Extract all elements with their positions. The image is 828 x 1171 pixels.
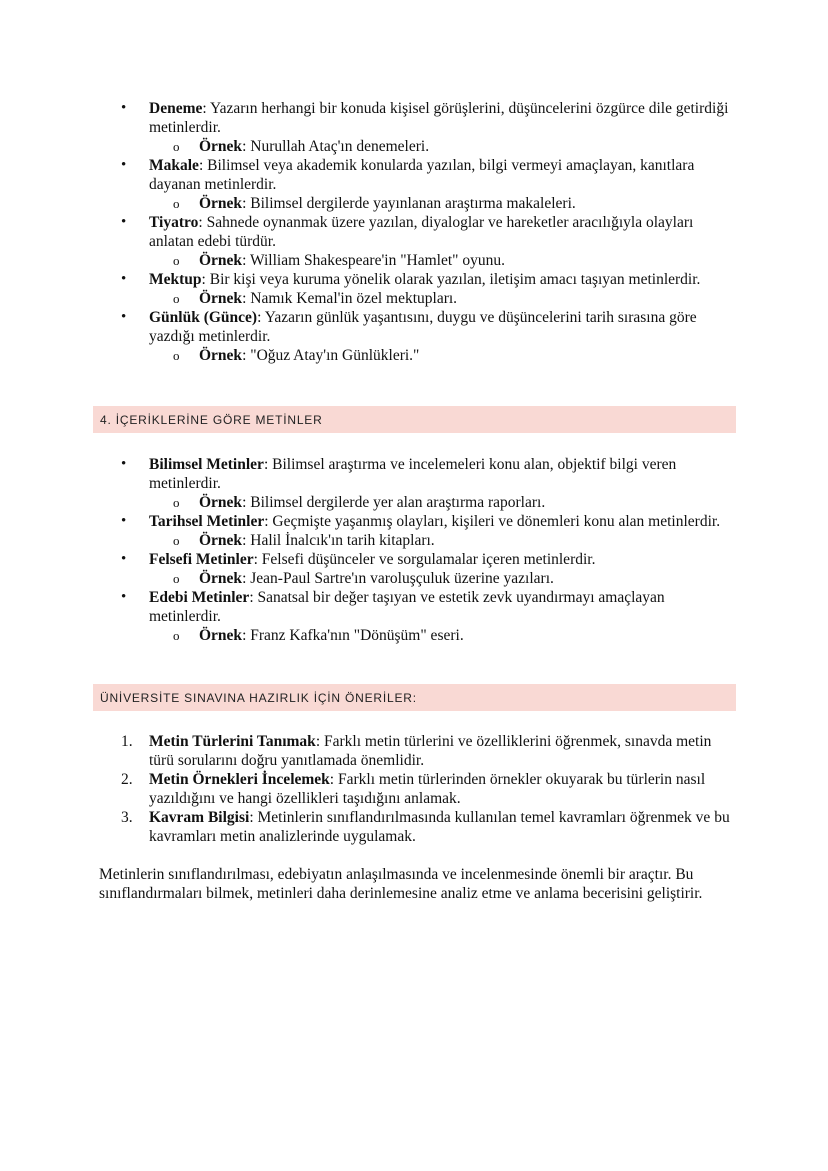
list-item: [0, 308, 828, 365]
circle-bullet-icon: o: [173, 628, 180, 643]
term: Metin Örnekleri İncelemek: [149, 771, 330, 788]
section-heading: ÜNİVERSİTE SINAVINA HAZIRLIK İÇİN ÖNERİLER:: [100, 691, 417, 705]
term: Günlük (Günce): [149, 309, 258, 326]
list-item: [0, 808, 828, 846]
bullet-icon: •: [121, 551, 127, 567]
list-item: [0, 213, 828, 270]
example-text: : "Oğuz Atay'ın Günlükleri.": [242, 347, 420, 364]
circle-bullet-icon: o: [173, 196, 180, 211]
term: Tarihsel Metinler: [149, 513, 265, 530]
definition: : Sanatsal bir değer taşıyan ve estetik zevk uyandırmayı amaçlayan metinlerdir.: [149, 589, 665, 625]
list-number: 2.: [121, 771, 133, 788]
example-label: Örnek: [199, 347, 243, 364]
definition: : Geçmişte yaşanmış olayları, kişileri ve dönemleri konu alan metinlerdir.: [264, 513, 721, 530]
term: Tiyatro: [149, 214, 199, 231]
section-heading-band: [93, 406, 736, 433]
example-label: Örnek: [199, 570, 243, 587]
list-number: 1.: [121, 733, 133, 750]
term: Makale: [149, 157, 199, 174]
definition: : Bir kişi veya kuruma yönelik olarak yazılan, iletişim amacı taşıyan metinlerdir.: [201, 271, 701, 288]
definition: : Farklı metin türlerini ve özelliklerini öğrenmek, sınavda metin türü sorularını doğru yanıtlamada önemlidir.: [149, 733, 712, 769]
circle-bullet-icon: o: [173, 571, 180, 586]
example-text: : Franz Kafka'nın "Dönüşüm" eseri.: [242, 627, 464, 644]
example-label: Örnek: [199, 252, 243, 269]
circle-bullet-icon: o: [173, 139, 180, 154]
bullet-icon: •: [121, 513, 127, 529]
list-item: [0, 455, 828, 512]
term: Felsefi Metinler: [149, 551, 254, 568]
example-text: : Namık Kemal'in özel mektupları.: [242, 290, 458, 307]
circle-bullet-icon: o: [173, 348, 180, 363]
list-item: [0, 770, 828, 808]
definition: : Yazarın herhangi bir konuda kişisel görüşlerini, düşüncelerini özgürce dile getirdiği metinlerdir.: [149, 100, 729, 136]
bullet-icon: •: [121, 589, 127, 605]
bullet-icon: •: [121, 271, 127, 287]
definition: : Metinlerin sınıflandırılmasında kullanılan temel kavramları öğrenmek ve bu kavramları metin analizlerinde uygulamak.: [149, 809, 730, 845]
bullet-icon: •: [121, 309, 127, 325]
example-label: Örnek: [199, 532, 243, 549]
definition: : Sahnede oynanmak üzere yazılan, diyaloglar ve hareketler aracılığıyla olayları anlatan edebi türdür.: [149, 214, 694, 250]
list-item: [0, 99, 828, 156]
list-item: [0, 512, 828, 550]
list-item: [0, 550, 828, 588]
example-label: Örnek: [199, 494, 243, 511]
term: Metin Türlerini Tanımak: [149, 733, 316, 750]
bullet-icon: •: [121, 456, 127, 472]
term: Deneme: [149, 100, 203, 117]
list-item: [0, 156, 828, 213]
definition: : Bilimsel veya akademik konularda yazılan, bilgi vermeyi amaçlayan, kanıtlara dayanan metinlerdir.: [149, 157, 695, 193]
list-item: [0, 588, 828, 645]
term: Kavram Bilgisi: [149, 809, 250, 826]
circle-bullet-icon: o: [173, 253, 180, 268]
example-text: : Halil İnalcık'ın tarih kitapları.: [242, 532, 435, 549]
content-types-list: [0, 455, 828, 645]
example-label: Örnek: [199, 195, 243, 212]
closing-paragraph: Metinlerin sınıflandırılması, edebiyatın anlaşılmasında ve incelenmesinde önemli bir araçtır. Bu sınıflandırmaları bilmek, metinleri daha derinlemesine analiz etme ve anlama becerisini geliştirir.: [99, 866, 703, 902]
example-text: : Bilimsel dergilerde yer alan araştırma raporları.: [242, 494, 546, 511]
definition: : Yazarın günlük yaşantısını, duygu ve düşüncelerini tarih sırasına göre yazdığı metinlerdir.: [149, 309, 697, 345]
term: Bilimsel Metinler: [149, 456, 264, 473]
text-types-list: [0, 99, 828, 365]
exam-tips-list: [0, 732, 828, 846]
bullet-icon: •: [121, 100, 127, 116]
bullet-icon: •: [121, 157, 127, 173]
definition: : Felsefi düşünceler ve sorgulamalar içeren metinlerdir.: [253, 551, 596, 568]
definition: : Farklı metin türlerinden örnekler okuyarak bu türlerin nasıl yazıldığını ve hangi özellikleri taşıdığını anlamak.: [149, 771, 706, 807]
example-text: : William Shakespeare'in "Hamlet" oyunu.: [242, 252, 505, 269]
term: Mektup: [149, 271, 202, 288]
example-label: Örnek: [199, 138, 243, 155]
circle-bullet-icon: o: [173, 533, 180, 548]
definition: : Bilimsel araştırma ve incelemeleri konu alan, objektif bilgi veren metinlerdir.: [149, 456, 677, 492]
term: Edebi Metinler: [149, 589, 250, 606]
example-text: : Bilimsel dergilerde yayınlanan araştırma makaleleri.: [242, 195, 576, 212]
list-number: 3.: [121, 809, 133, 826]
circle-bullet-icon: o: [173, 495, 180, 510]
list-item: [0, 270, 828, 308]
example-text: : Nurullah Ataç'ın denemeleri.: [242, 138, 430, 155]
list-item: [0, 732, 828, 770]
example-text: : Jean-Paul Sartre'ın varoluşçuluk üzerine yazıları.: [242, 570, 554, 587]
bullet-icon: •: [121, 214, 127, 230]
section-heading: 4. İÇERİKLERİNE GÖRE METİNLER: [100, 413, 323, 427]
example-label: Örnek: [199, 290, 243, 307]
example-label: Örnek: [199, 627, 243, 644]
circle-bullet-icon: o: [173, 291, 180, 306]
section-heading-band: [93, 684, 736, 711]
